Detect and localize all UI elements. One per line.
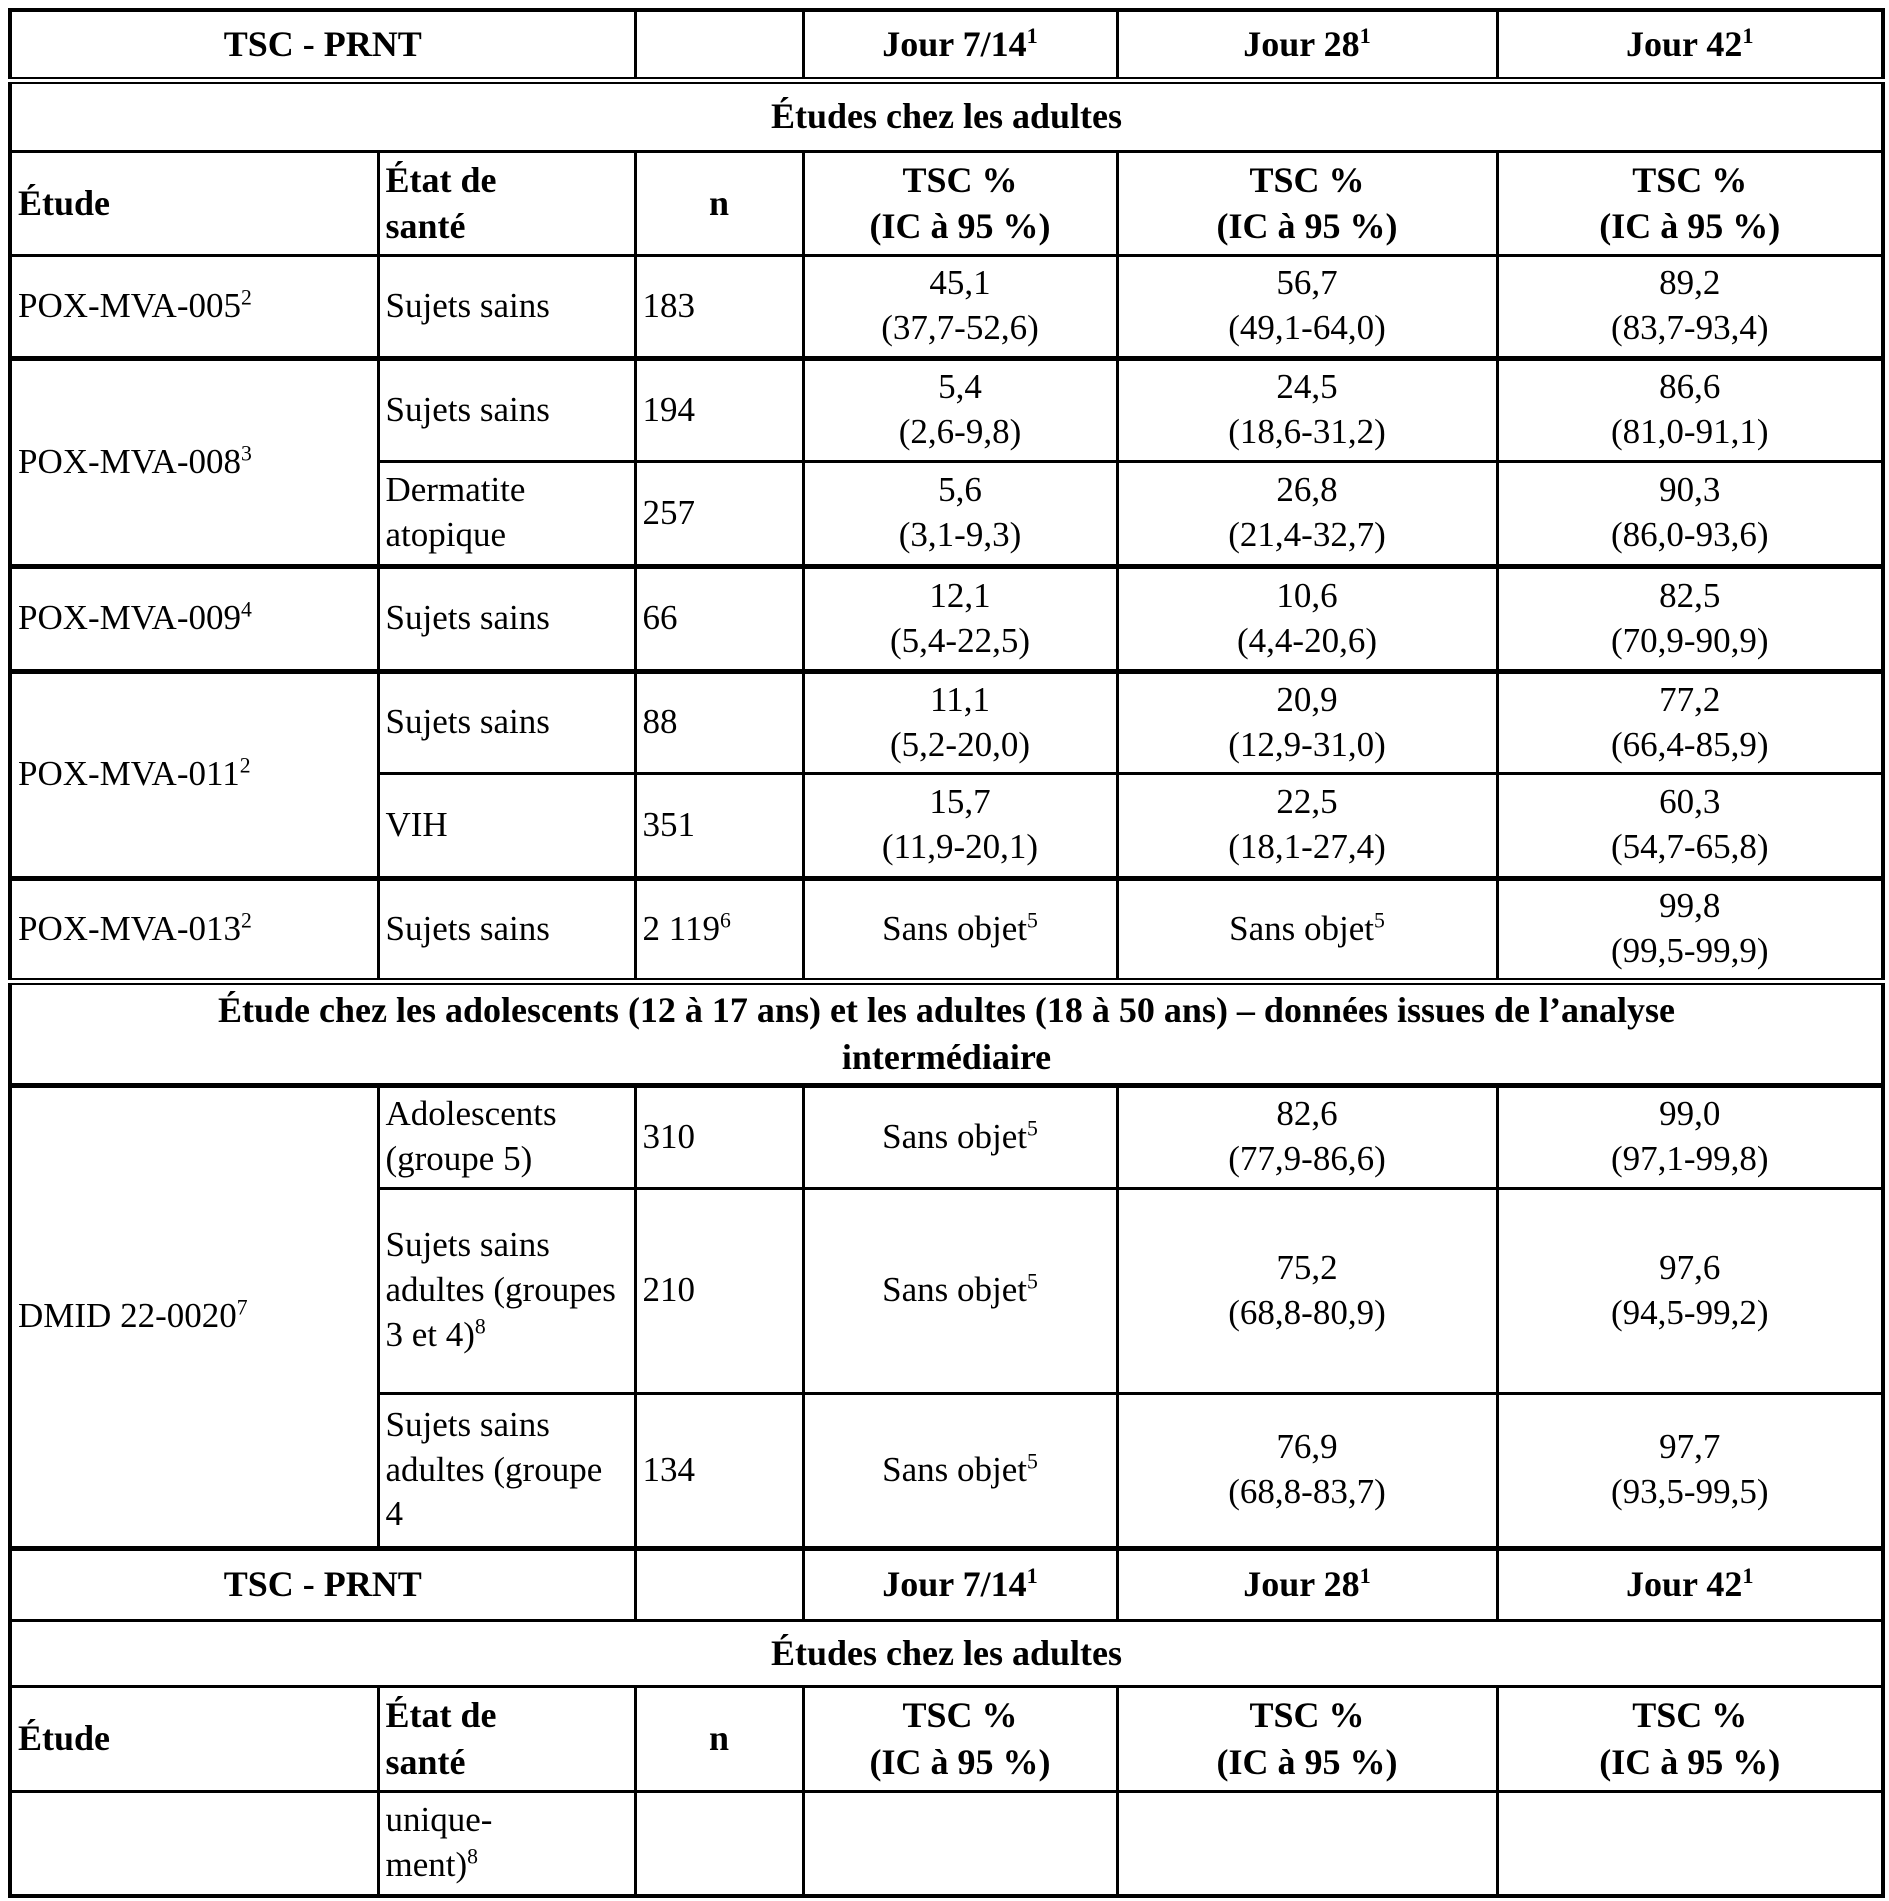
empty-header-cell	[635, 1548, 803, 1620]
col-header-tsc-d1: TSC % (IC à 95 %)	[803, 151, 1117, 255]
value-cell: Sans objet$^5$	[803, 878, 1117, 981]
value-cell: 12,1 (5,4-22,5)	[803, 566, 1117, 671]
value-cell: 22,5 (18,1-27,4)	[1117, 773, 1497, 878]
footnote-sup: 1	[1742, 23, 1754, 49]
table-row	[10, 358, 1883, 461]
footnote-sup: 5	[1374, 907, 1385, 932]
table-title: TSC - PRNT	[223, 1564, 422, 1605]
value-cell: 11,1 (5,2-20,0)	[803, 671, 1117, 773]
table-header-row	[10, 10, 1883, 80]
value-cell: Sans objet$^5$	[803, 1085, 1117, 1188]
footnote-sup: 6	[719, 907, 731, 932]
column-header-row	[10, 151, 1883, 255]
empty-header-cell	[635, 10, 803, 80]
health-status-cell: unique- ment)$^8$	[378, 1791, 635, 1896]
health-status-cell: Sujets sains	[378, 566, 635, 671]
table-row	[10, 1085, 1883, 1188]
value-cell: 97,7 (93,5-99,5)	[1497, 1393, 1883, 1548]
health-status-cell: Sujets sains adultes (groupe 4	[378, 1393, 635, 1548]
section-adults-row-repeat	[10, 1620, 1883, 1686]
value-cell-empty	[803, 1791, 1117, 1896]
n-cell: 88	[635, 671, 803, 773]
value-cell: Sans objet$^5$	[803, 1188, 1117, 1393]
value-cell: 89,2 (83,7-93,4)	[1497, 255, 1883, 358]
continuation-row	[10, 1791, 1883, 1896]
study-cell: POX-$MVA-005^2$	[10, 255, 378, 358]
value-cell: Sans objet$^5$	[803, 1393, 1117, 1548]
col-header-health: État de santé	[378, 1686, 635, 1791]
section-adults-row	[10, 80, 1883, 151]
day-42-header-cell: Jour $42^1$	[1497, 1548, 1883, 1620]
footnote-sup: 8	[474, 1314, 486, 1339]
footnote-sup: 5	[1027, 907, 1038, 932]
table-row	[10, 566, 1883, 671]
study-cell-empty	[10, 1791, 378, 1896]
footnote-sup: 1	[1026, 23, 1038, 49]
col-header-study: Étude	[10, 1686, 378, 1791]
value-cell-empty	[1117, 1791, 1497, 1896]
footnote-sup: 5	[1027, 1115, 1038, 1140]
table-title-cell	[10, 10, 635, 80]
value-cell: 77,2 (66,4-85,9)	[1497, 671, 1883, 773]
health-status-cell: Sujets sains adultes (groupes 3 et 4)$^8$	[378, 1188, 635, 1393]
column-header-row-repeat	[10, 1686, 1883, 1791]
section-adults-title: Études chez les adultes	[10, 1620, 1883, 1686]
day-7-14-header-cell: Jour $7/14^1$	[803, 10, 1117, 80]
footnote-sup: 1	[1026, 1563, 1038, 1589]
table-title-cell	[10, 1548, 635, 1620]
table-row	[10, 878, 1883, 981]
study-cell: POX-$MVA-009^4$	[10, 566, 378, 671]
col-header-tsc-d1: TSC % (IC à 95 %)	[803, 1686, 1117, 1791]
value-cell-empty	[1497, 1791, 1883, 1896]
footnote-sup: 4	[241, 597, 252, 622]
table-title: TSC - PRNT	[223, 24, 422, 65]
col-header-n: n	[635, 1686, 803, 1791]
footnote-sup: 1	[1742, 1563, 1754, 1589]
table-row	[10, 671, 1883, 773]
study-cell: POX-$MVA-008^3$	[10, 358, 378, 566]
footnote-sup: 2	[239, 753, 251, 778]
value-cell: 10,6 (4,4-20,6)	[1117, 566, 1497, 671]
table-row	[10, 255, 1883, 358]
value-cell: 82,5 (70,9-90,9)	[1497, 566, 1883, 671]
value-cell: 26,8 (21,4-32,7)	[1117, 461, 1497, 566]
value-cell: 45,1 (37,7-52,6)	[803, 255, 1117, 358]
n-cell-empty	[635, 1791, 803, 1896]
n-cell: 66	[635, 566, 803, 671]
day-28-header-cell: Jour $28^1$	[1117, 10, 1497, 80]
footnote-sup: 1	[1359, 1563, 1371, 1589]
footnote-sup: 7	[236, 1295, 248, 1320]
health-status-cell: Dermatite atopique	[378, 461, 635, 566]
health-status-cell: Adolescents (groupe 5)	[378, 1085, 635, 1188]
day-28-header-cell: Jour $28^1$	[1117, 1548, 1497, 1620]
study-cell: DMID 22-0020$^7$	[10, 1085, 378, 1548]
value-cell: 76,9 (68,8-83,7)	[1117, 1393, 1497, 1548]
col-header-study: Étude	[10, 151, 378, 255]
footnote-sup: 2	[241, 284, 252, 309]
col-header-tsc-d3: TSC % (IC à 95 %)	[1497, 151, 1883, 255]
study-cell: POX-$MVA-013^2$	[10, 878, 378, 981]
value-cell: 24,5 (18,6-31,2)	[1117, 358, 1497, 461]
health-status-cell: Sujets sains	[378, 358, 635, 461]
value-cell: Sans objet$^5$	[1117, 878, 1497, 981]
value-cell: 20,9 (12,9-31,0)	[1117, 671, 1497, 773]
footnote-sup: 1	[1359, 23, 1371, 49]
footnote-sup: 2	[241, 907, 252, 932]
section-adolescents-title: Étude chez les adolescents (12 à 17 ans) et les adultes (18 à 50 ans) – données issues de l’analyse intermédiaire	[10, 981, 1883, 1085]
n-cell: 351	[635, 773, 803, 878]
col-header-tsc-d3: TSC % (IC à 95 %)	[1497, 1686, 1883, 1791]
footnote-sup: 5	[1027, 1269, 1038, 1294]
value-cell: 5,4 (2,6-9,8)	[803, 358, 1117, 461]
table-header-row-repeat	[10, 1548, 1883, 1620]
n-cell: 210	[635, 1188, 803, 1393]
col-header-n: n	[635, 151, 803, 255]
n-cell: 134	[635, 1393, 803, 1548]
value-cell: 60,3 (54,7-65,8)	[1497, 773, 1883, 878]
health-status-cell: VIH	[378, 773, 635, 878]
value-cell: 5,6 (3,1-9,3)	[803, 461, 1117, 566]
col-header-health: État de santé	[378, 151, 635, 255]
n-cell: 2 $119^6$	[635, 878, 803, 981]
value-cell: 97,6 (94,5-99,2)	[1497, 1188, 1883, 1393]
day-7-14-header-cell: Jour $7/14^1$	[803, 1548, 1117, 1620]
col-header-tsc-d2: TSC % (IC à 95 %)	[1117, 1686, 1497, 1791]
footnote-sup: 3	[241, 440, 252, 465]
value-cell: 99,0 (97,1-99,8)	[1497, 1085, 1883, 1188]
section-adults-title: Études chez les adultes	[10, 80, 1883, 151]
n-cell: 257	[635, 461, 803, 566]
footnote-sup: 8	[467, 1844, 478, 1869]
n-cell: 194	[635, 358, 803, 461]
value-cell: 56,7 (49,1-64,0)	[1117, 255, 1497, 358]
study-cell: POX-$MVA-011^2$	[10, 671, 378, 878]
health-status-cell: Sujets sains	[378, 671, 635, 773]
value-cell: 82,6 (77,9-86,6)	[1117, 1085, 1497, 1188]
value-cell: 99,8 (99,5-99,9)	[1497, 878, 1883, 981]
immunogenicity-table	[8, 8, 1885, 1898]
col-header-tsc-d2: TSC % (IC à 95 %)	[1117, 151, 1497, 255]
value-cell: 86,6 (81,0-91,1)	[1497, 358, 1883, 461]
value-cell: 90,3 (86,0-93,6)	[1497, 461, 1883, 566]
health-status-cell: Sujets sains	[378, 878, 635, 981]
n-cell: 183	[635, 255, 803, 358]
health-status-cell: Sujets sains	[378, 255, 635, 358]
n-cell: 310	[635, 1085, 803, 1188]
footnote-sup: 5	[1027, 1448, 1038, 1473]
day-42-header-cell: Jour $42^1$	[1497, 10, 1883, 80]
section-adolescents-row	[10, 981, 1883, 1085]
value-cell: 15,7 (11,9-20,1)	[803, 773, 1117, 878]
value-cell: 75,2 (68,8-80,9)	[1117, 1188, 1497, 1393]
